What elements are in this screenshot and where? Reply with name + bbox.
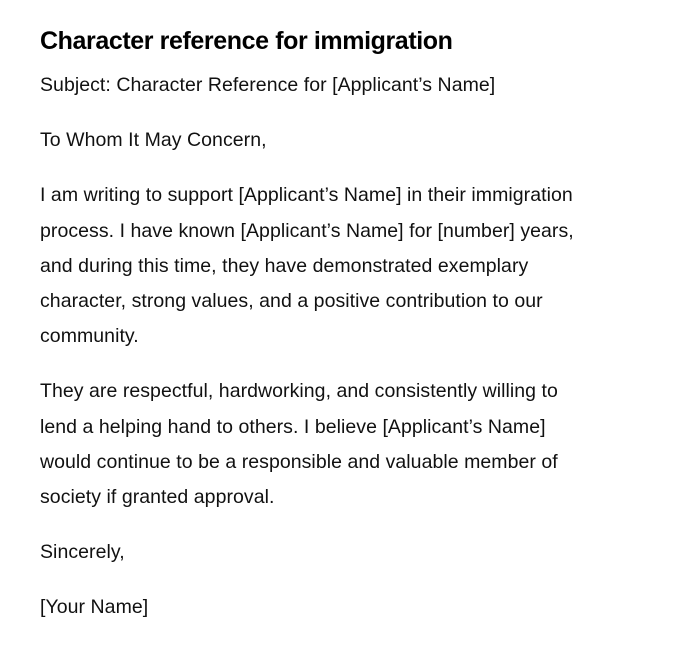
- paragraph-line: character, strong values, and a positive contribution to our: [40, 290, 543, 313]
- closing: Sincerely,: [40, 541, 125, 564]
- signature-placeholder: [Your Name]: [40, 596, 149, 619]
- subject-line: Subject: Character Reference for [Applicant’s Name]: [40, 74, 496, 96]
- paragraph-line: process. I have known [Applicant’s Name] for [number] years,: [40, 219, 574, 242]
- paragraph-line: community.: [40, 325, 139, 348]
- body-paragraph-2: [40, 374, 660, 515]
- paragraph-line: society if granted approval.: [40, 486, 275, 509]
- paragraph-line: I am writing to support [Applicant’s Name] in their immigration: [40, 184, 573, 207]
- paragraph-line: and during this time, they have demonstrated exemplary: [40, 254, 529, 277]
- body-paragraph-1: [40, 178, 660, 354]
- paragraph-line: would continue to be a responsible and valuable member of: [40, 450, 558, 473]
- document-title: Character reference for immigration: [40, 27, 453, 55]
- paragraph-line: lend a helping hand to others. I believe [Applicant’s Name]: [40, 415, 546, 438]
- salutation: To Whom It May Concern,: [40, 129, 267, 152]
- paragraph-line: They are respectful, hardworking, and consistently willing to: [40, 380, 558, 403]
